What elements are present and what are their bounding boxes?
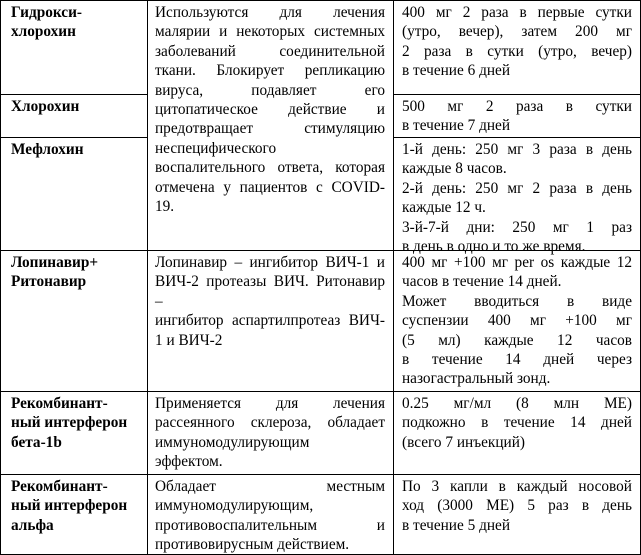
drug-dosage-mefloquine: 1-й день: 250 мг 3 раза в день каждые 8 часов. 2-й день: 250 мг 2 раза в день каждые 12 ч. 3-й-7-й дни: 250 мг 1 раз в день в одно и то же время. bbox=[402, 141, 632, 256]
row-divider bbox=[393, 137, 641, 138]
drug-dosage-lopinavir-ritonavir: 400 мг +100 мг per os каждые 12 часов в течение 14 дней. Может вводиться в виде суспензии 400 мг +100 мг (5 мл) каждые 12 часов в течение 14 дней через назогастральный зонд. bbox=[402, 254, 632, 388]
drug-name-chloroquine: Хлорохин bbox=[11, 98, 80, 115]
drug-dosage-interferon-alpha: По 3 капли в каждый носовой ход (3000 МЕ) 5 раз в день в течение 5 дней bbox=[402, 478, 632, 534]
drug-name-lopinavir-ritonavir: Лопинавир+ Ритонавир bbox=[11, 254, 99, 291]
drug-name-interferon-beta: Рекомбинант- ный интерферон бета-1b bbox=[11, 395, 128, 451]
table-border-top bbox=[0, 0, 641, 1]
drug-name-hydroxychloroquine: Гидрокси- хлорохин bbox=[11, 4, 82, 41]
row-divider bbox=[0, 137, 148, 138]
drug-dosage-chloroquine: 500 мг 2 раза в сутки в течение 7 дней bbox=[402, 98, 632, 135]
drug-description-interferon-beta: Применяется для лечения рассеянного склероза, обладает иммуномодулирующим эффектом. bbox=[155, 395, 385, 471]
row-divider bbox=[393, 94, 641, 95]
row-divider bbox=[0, 474, 641, 475]
drug-description-hydroxychloroquine: Используются для лечения малярии и некоторых системных заболеваний соединительной ткани. Блокирует репликацию вируса, подавляет его цитопатическое действие и предотвращает стимуляцию неспецифического воспалительного ответа, которая отмечена у пациентов с COVID- 19. bbox=[155, 4, 385, 216]
row-divider bbox=[0, 391, 641, 392]
table-border-left bbox=[0, 0, 1, 555]
drug-name-mefloquine: Мефлохин bbox=[11, 141, 84, 158]
drug-name-interferon-alpha: Рекомбинант- ный интерферон альфа bbox=[11, 478, 128, 534]
row-divider bbox=[0, 94, 148, 95]
column-divider-2 bbox=[393, 0, 394, 555]
drug-description-interferon-alpha: Обладает местным иммуномодулирующим, противовоспалительным и противовирусным действием. bbox=[155, 478, 385, 554]
drug-dosage-hydroxychloroquine: 400 мг 2 раза в первые сутки (утро, вечер), затем 200 мг 2 раза в сутки (утро, вечер) в течение 6 дней bbox=[402, 4, 632, 80]
column-divider-1 bbox=[147, 0, 148, 555]
drug-description-lopinavir-ritonavir: Лопинавир – ингибитор ВИЧ-1 и ВИЧ-2 протеазы ВИЧ. Ритонавир – ингибитор аспартилпротеаз ВИЧ- 1 и ВИЧ-2 bbox=[155, 254, 385, 349]
drug-dosage-interferon-beta: 0.25 мг/мл (8 млн МЕ) подкожно в течение 14 дней (всего 7 инъекций) bbox=[402, 395, 632, 451]
